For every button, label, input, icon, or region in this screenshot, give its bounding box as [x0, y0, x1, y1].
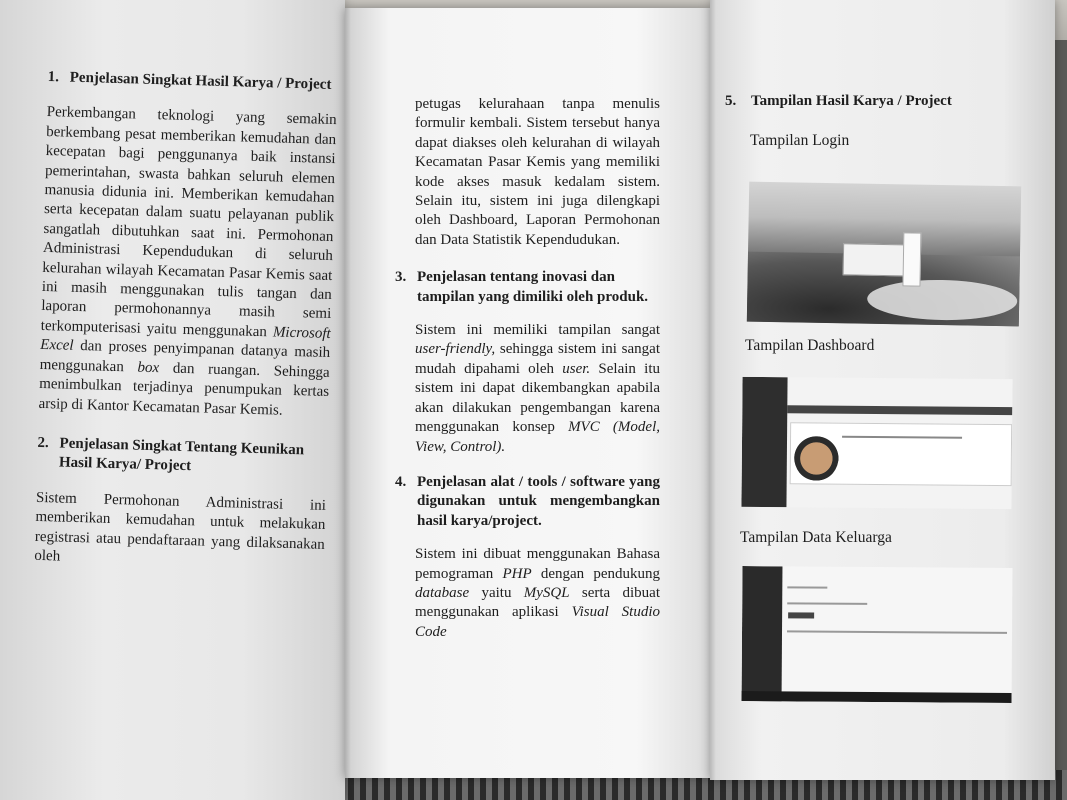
section-number: 5.	[725, 93, 737, 109]
column-middle	[395, 95, 660, 642]
body-italic: MVC (Model, View, Control).	[415, 419, 660, 455]
body-italic: Microsoft Excel	[40, 324, 331, 355]
login-panel-image	[902, 232, 921, 286]
family-data-screenshot	[742, 566, 1013, 703]
sidebar-image	[741, 377, 787, 507]
section-5-heading	[725, 92, 1015, 111]
body-text: Sistem ini dibuat menggunakan Bahasa pemograman	[415, 546, 660, 582]
column-right	[725, 92, 1015, 111]
avatar-image	[794, 425, 839, 480]
body-italic: user.	[562, 360, 591, 377]
body-italic: database	[415, 584, 470, 601]
sidebar-image	[742, 566, 783, 701]
body-italic: user-friendly,	[415, 341, 496, 358]
section-title: Penjelasan Singkat Hasil Karya / Project	[69, 69, 332, 93]
section-3-body	[395, 321, 660, 457]
body-text: Perkembangan teknologi yang semakin berkembang pesat memberikan kemudahan dan kecepatan bagi penggunanya baik instansi pemerintahan, swasta bahkan seluruh elemen manusia didunia ini. Memberikan kemudahan serta kecepatan dalam suatu pelayanan publik sangatlah dibutuhkan saat ini. Permohonan Administrasi Kependudukan di seluruh kelurahan wilayah Kecamatan Pasar Kemis saat ini masih menggunakan tulis tangan dan laporan permohonannya masih semi terkomputerisasi yaitu menggunakan	[40, 104, 337, 341]
body-italic: Visual Studio Code	[415, 604, 660, 640]
section-4-heading	[395, 473, 660, 531]
button-image	[788, 612, 814, 618]
fold-shadow	[710, 0, 716, 780]
section-number: 3.	[395, 269, 407, 286]
dashboard-caption: Tampilan Dashboard	[745, 337, 875, 354]
title-line-image	[787, 586, 827, 588]
body-italic: MySQL	[523, 584, 570, 601]
family-data-caption: Tampilan Data Keluarga	[740, 529, 892, 546]
section-title: Tampilan Hasil Karya / Project	[751, 93, 952, 109]
section-number: 1.	[47, 68, 60, 86]
table-header-image	[787, 630, 1007, 634]
column-left	[34, 68, 338, 574]
section-title: Penjelasan tentang inovasi dan tampilan yang dimiliki oleh produk.	[417, 269, 649, 305]
body-text: serta dibuat menggunakan aplikasi	[415, 584, 660, 621]
dashboard-screenshot	[741, 377, 1012, 509]
section-3-heading	[395, 268, 660, 307]
text-line-image	[787, 602, 867, 605]
login-screenshot	[747, 182, 1021, 327]
section-4-body	[395, 545, 660, 642]
body-text: dan ruangan. Sehingga menimbulkan terjadinya penumpukan kertas arsip di Kantor Kecamatan Pasar Kemis.	[38, 359, 330, 419]
body-text: yaitu	[469, 584, 524, 601]
body-text: sehingga sistem ini sangat mudah dipahami oleh	[415, 341, 660, 377]
body-text: dengan pendukung	[531, 565, 660, 582]
section-2-body: Sistem Permohonan Administrasi ini memberikan kemudahan untuk melakukan registrasi atau pendaftaraan yang dilaksanakan oleh	[34, 489, 327, 565]
taskbar-image	[742, 691, 1012, 703]
login-caption: Tampilan Login	[750, 132, 850, 149]
section-title: Penjelasan alat / tools / software yang digunakan untuk mengembangkan hasil karya/project.	[417, 473, 660, 529]
continued-body: petugas kelurahaan tanpa menulis formulir kembali. Sistem tersebut hanya dapat diakses oleh kelurahan di wilayah Kecamatan Pasar Kemis yang memiliki kode akses masuk kedalam sistem. Selain itu, sistem ini juga dilengkapi oleh Dashboard, Laporan Permohonan dan Data Statistik Kependudukan.	[415, 96, 660, 248]
body-italic: PHP	[502, 565, 532, 582]
section-1-body	[38, 103, 337, 421]
fold-shadow	[345, 8, 351, 778]
body-text: Selain itu sistem ini dapat dikembangkan apabila akan dilakukan pengembangan karena menggunakan konsep	[415, 360, 661, 436]
section-2-heading	[37, 434, 328, 481]
body-italic: box	[137, 359, 160, 376]
section-number: 2.	[37, 434, 50, 452]
section-title: Penjelasan Singkat Tentang Keunikan Hasil Karya/ Project	[58, 435, 305, 475]
body-text: Sistem ini memiliki tampilan sangat	[415, 322, 660, 339]
section-number: 4.	[395, 473, 407, 490]
header-bar-image	[787, 405, 1012, 415]
body-text: dan proses penyimpanan datanya masih menggunakan	[39, 338, 331, 376]
